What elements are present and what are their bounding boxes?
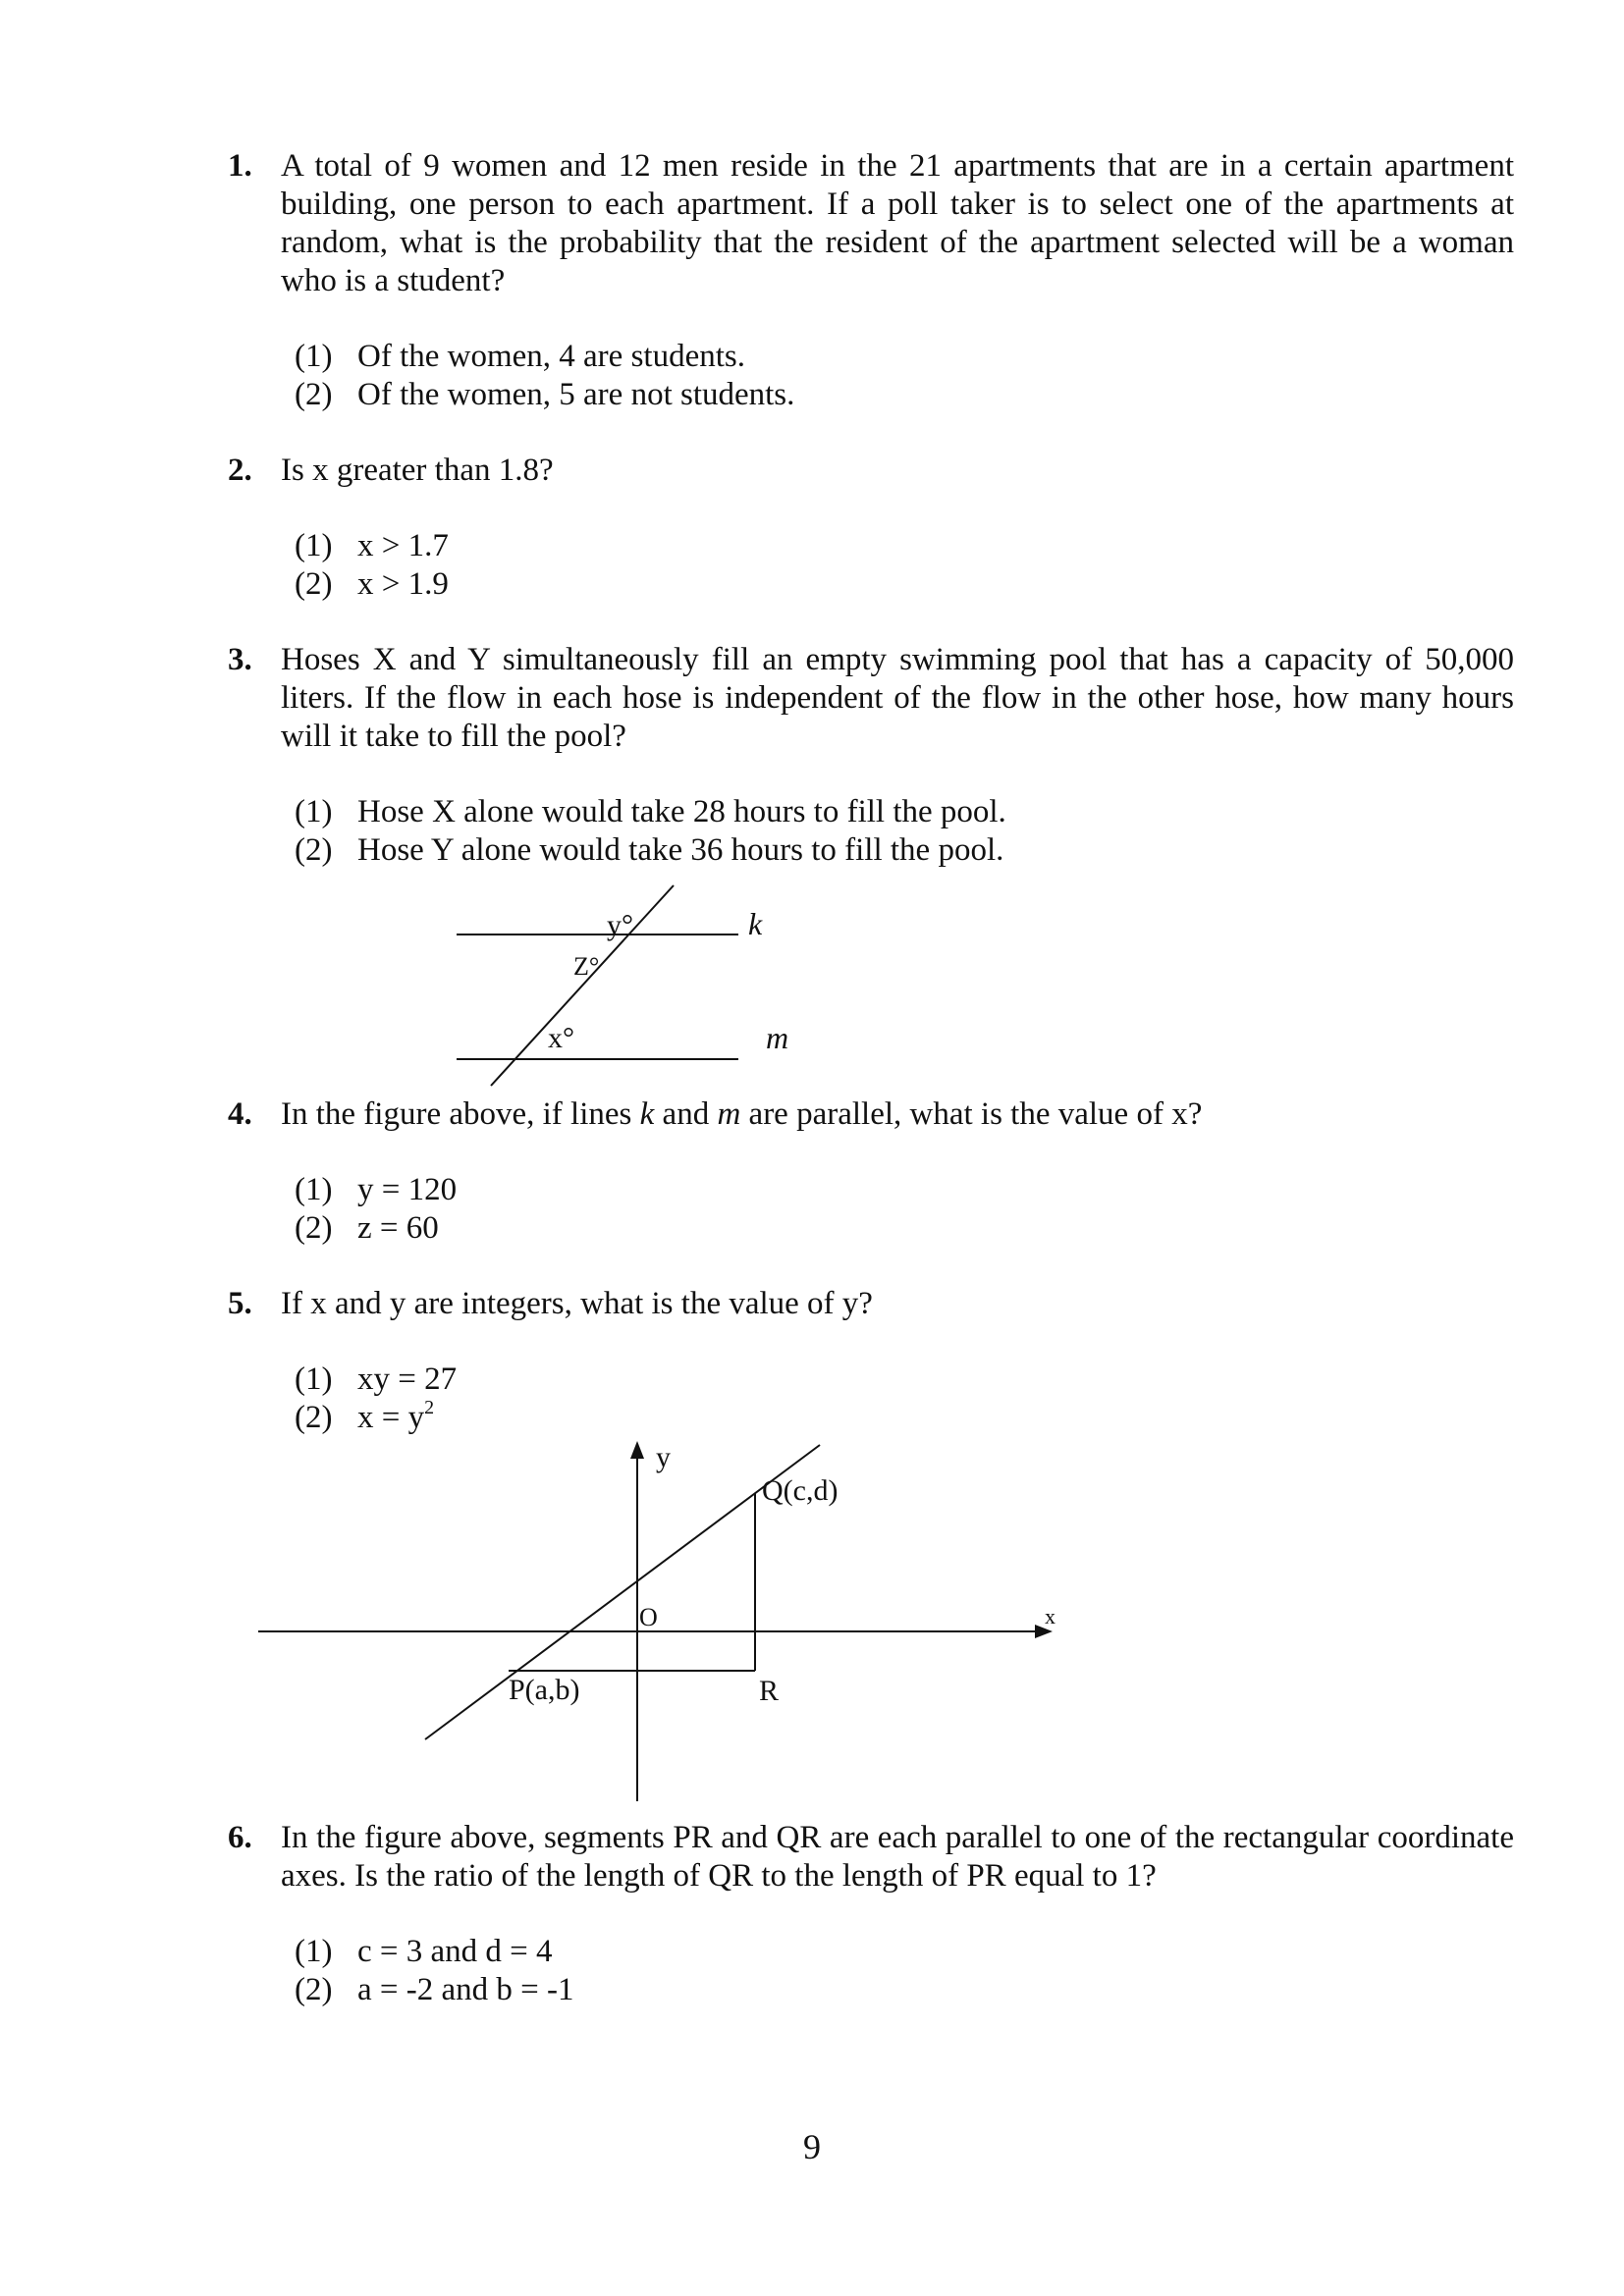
option-text: Of the women, 4 are students.: [357, 339, 745, 374]
option: [295, 1933, 574, 1971]
line-m-ref: m: [717, 1096, 741, 1132]
question-text-part: In the figure above, if lines: [281, 1096, 640, 1132]
option-label: (2): [295, 832, 333, 868]
option-label: (2): [295, 566, 333, 602]
option-text: z = 60: [357, 1210, 439, 1246]
question-text: Hoses X and Y simultaneously fill an empty swimming pool that has a capacity of 50,000 liters. If the flow in each hose is independent of the flow in the other hose, how many hours will it take to fill the pool?: [281, 642, 1514, 754]
question-text: Is x greater than 1.8?: [281, 453, 554, 488]
angle-y-label: y°: [607, 909, 633, 941]
question-number: 1.: [228, 148, 252, 184]
question-number: 4.: [228, 1096, 252, 1132]
question-6: [228, 1819, 1514, 1896]
point-q-label: Q(c,d): [762, 1474, 839, 1507]
question-number: 2.: [228, 453, 252, 488]
question-text-part: are parallel, what is the value of x?: [740, 1096, 1203, 1132]
option-text: Hose Y alone would take 36 hours to fill the pool.: [357, 832, 1004, 868]
option-label: (1): [295, 794, 333, 829]
option: [295, 1971, 574, 2009]
option-text: a = -2 and b = -1: [357, 1972, 574, 2007]
option-text: y = 120: [357, 1172, 458, 1207]
coordinate-figure: [258, 1441, 1056, 1801]
option-label: (2): [295, 377, 333, 412]
line-k-label: k: [748, 906, 763, 941]
origin-label: O: [639, 1603, 658, 1631]
option-text: x > 1.7: [357, 528, 449, 563]
angle-z-label: Z°: [573, 952, 600, 981]
option-label: (2): [295, 1210, 333, 1246]
x-axis-label: x: [1045, 1604, 1056, 1629]
option-label: (2): [295, 1400, 333, 1435]
option-text: Of the women, 5 are not students.: [357, 377, 795, 412]
option-text: [357, 1399, 434, 1437]
page-number: 9: [803, 2127, 821, 2166]
option-label: (1): [295, 528, 333, 563]
angle-x-label: x°: [548, 1022, 574, 1054]
option: [295, 1171, 457, 1209]
question-4: [228, 1095, 1514, 1134]
y-axis-label: y: [656, 1441, 671, 1473]
question-6-options: [295, 1933, 574, 2009]
question-text: [281, 1095, 1514, 1134]
option-label: (2): [295, 1972, 333, 2007]
option-text: xy = 27: [357, 1362, 458, 1397]
option-label: (1): [295, 1934, 333, 1969]
question-5-options: [295, 1361, 457, 1437]
point-p-label: P(a,b): [509, 1674, 580, 1706]
option-label: (1): [295, 339, 333, 374]
line-k-ref: k: [639, 1096, 655, 1132]
question-number: 6.: [228, 1820, 252, 1855]
option: [295, 1209, 457, 1248]
question-text-part: and: [654, 1096, 718, 1132]
question-4-options: [295, 1171, 457, 1248]
y-axis-arrow-icon: [630, 1441, 644, 1459]
option-text: x > 1.9: [357, 566, 449, 602]
option-exponent: 2: [424, 1397, 435, 1418]
line-m-label: m: [766, 1020, 789, 1055]
question-number: 5.: [228, 1286, 252, 1321]
question-5: [228, 1285, 1514, 1323]
option-text: c = 3 and d = 4: [357, 1934, 553, 1969]
question-text: If x and y are integers, what is the value of y?: [281, 1286, 873, 1321]
option-label: (1): [295, 1172, 333, 1207]
parallel-lines-figure: [457, 885, 788, 1086]
option: [295, 1361, 457, 1399]
option-label: (1): [295, 1362, 333, 1397]
question-text: In the figure above, segments PR and QR are each parallel to one of the rectangular coordinate axes. Is the ratio of the length of QR to the length of PR equal to 1?: [281, 1820, 1514, 1894]
option-text: Hose X alone would take 28 hours to fill the pool.: [357, 794, 1006, 829]
question-text: A total of 9 women and 12 men reside in the 21 apartments that are in a certain apartment building, one person to each apartment. If a poll taker is to select one of the apartments at random, what is the probability that the resident of the apartment selected will be a woman who is a student?: [281, 148, 1514, 298]
transversal: [491, 885, 674, 1086]
question-number: 3.: [228, 642, 252, 677]
point-r-label: R: [759, 1675, 780, 1707]
option: [295, 1399, 457, 1437]
option-text-base: x = y: [357, 1400, 425, 1435]
